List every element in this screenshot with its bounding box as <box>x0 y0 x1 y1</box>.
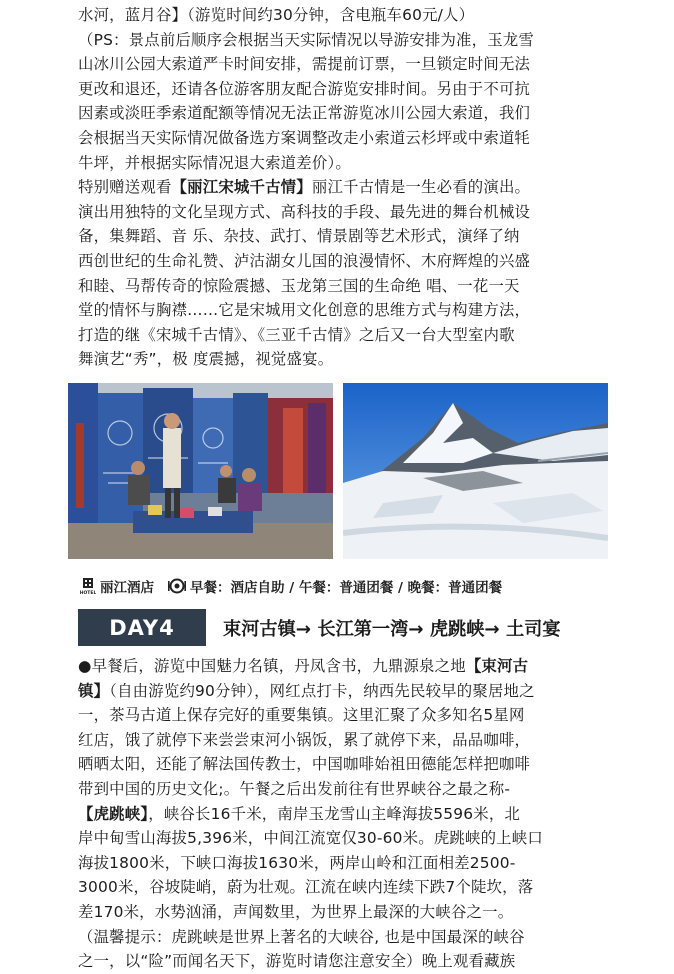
hotel-meals-line <box>80 575 502 597</box>
show-intro-prefix: 特别赠送观看 <box>78 178 172 197</box>
shuhe-name-b: 镇】 <box>78 681 110 700</box>
text-line: 会根据当天实际情况做备选方案调整改走小索道云杉坪或中索道牦 <box>78 128 531 147</box>
text-line <box>78 654 618 679</box>
p2-after-name: ，峡谷长16千米，南岸玉龙雪山主峰海拔5596米，北 <box>148 804 521 823</box>
text-line: 打造的继《宋城千古情》、《三亚千古情》之后又一台大型室内歌 <box>78 325 515 344</box>
text-line: 和睦、马帮传奇的惊险震撼、玉龙第三国的生命绝 唱、一花一天 <box>78 276 520 295</box>
show-intro-suffix: 丽江千古情是一生必看的演出。 <box>311 178 531 197</box>
text-line: 西创世纪的生命礼赞、泸沽湖女儿国的浪漫情怀、木府辉煌的兴盛 <box>78 251 531 270</box>
text-line: 演出用独特的文化呈现方式、高科技的手段、最先进的舞台机械设 <box>78 202 531 221</box>
text-line: 牛坪，并根据实际情况退大索道差价）。 <box>78 153 351 172</box>
p1-prefix: ●早餐后，游览中国魅力名镇，丹凤含书，九鼎源泉之地 <box>78 657 466 675</box>
text-line: 因素或淡旺季索道配额等情况无法正常游览冰川公园大索道，我们 <box>78 104 531 123</box>
text-line: 之一，以“险”而闻名天下，游览时请您注意安全）晚上观看藏族 <box>78 952 516 971</box>
tiger-leaping-name: 【虎跳峡】 <box>78 804 149 823</box>
shuhe-name-a: 【束河古 <box>465 657 529 675</box>
text-line: （PS：景点前后顺序会根据当天实际情况以导游安排为准，玉龙雪 <box>78 30 534 49</box>
day-route: 束河古镇→ 长江第一湾→ 虎跳峡→ 土司宴 <box>223 618 561 640</box>
hotel-icon-text: HOTEL <box>80 591 96 595</box>
text-line: 水河，蓝月谷】（游览时间约30分钟，含电瓶车60元/人） <box>78 6 475 24</box>
text-line <box>78 679 618 704</box>
snow-mountain-photo <box>343 383 608 559</box>
text-line: 山冰川公园大索道严卡时间安排，需提前订票，一旦锁定时间无法 <box>78 55 531 74</box>
dining-icon <box>168 578 186 594</box>
meals-text: 早餐：酒店自助 / 午餐：普通团餐 / 晚餐：普通团餐 <box>190 580 503 596</box>
text-line: 备，集舞蹈、音 乐、杂技、武打、情景剧等艺术形式，演绎了纳 <box>78 227 520 246</box>
text-line: 红店，饿了就停下来尝尝束河小锅饭，累了就停下来，品品咖啡， <box>78 730 531 749</box>
hotel-icon <box>80 577 96 595</box>
hotel-name: 丽江酒店 <box>100 580 154 596</box>
intro-text-block <box>78 3 618 372</box>
text-line: 舞演艺“秀”，极 度震撼，视觉盛宴。 <box>78 350 334 369</box>
p1-after-name: （自由游览约90分钟），网红点打卡，纳西先民较早的聚居地之 <box>109 681 535 700</box>
text-line: 一，茶马古道上保存完好的重要集镇。这里汇聚了众多知名5星网 <box>78 706 525 725</box>
show-intro-line <box>78 175 618 200</box>
text-line: 3000米，谷坡陡峭，蔚为壮观。江流在峡内连续下跌7个陡坎，落 <box>78 878 534 897</box>
text-line: 差170米，水势汹涌，声闻数里，为世界上最深的大峡谷之一。 <box>78 902 514 921</box>
show-name: 【丽江宋城千古情】 <box>171 178 312 197</box>
market-photo <box>68 383 333 559</box>
text-line: 带到中国的历史文化;。午餐之后出发前往有世界峡谷之最之称- <box>78 779 511 798</box>
day-badge: DAY4 <box>78 609 206 646</box>
text-line <box>78 802 618 827</box>
text-line: 岸中甸雪山海拔5,396米，中间江流宽仅30-60米。虎跳峡的上峡口 <box>78 829 543 848</box>
text-line: 堂的情怀与胸襟……它是宋城用文化创意的思维方式与构建方法， <box>78 301 531 320</box>
day-text-block <box>78 654 618 974</box>
text-line: 更改和退还，还请各位游客朋友配合游览安排时间。另由于不可抗 <box>78 79 531 98</box>
day-header <box>78 609 618 646</box>
text-line: 晒晒太阳，还能了解法国传教士，中国咖啡始祖田德能怎样把咖啡 <box>78 755 531 774</box>
text-line: 海拔1800米，下峡口海拔1630米，两岸山岭和江面相差2500- <box>78 853 516 872</box>
text-line: （温馨提示：虎跳峡是世界上著名的大峡谷, 也是中国最深的峡谷 <box>78 927 525 946</box>
